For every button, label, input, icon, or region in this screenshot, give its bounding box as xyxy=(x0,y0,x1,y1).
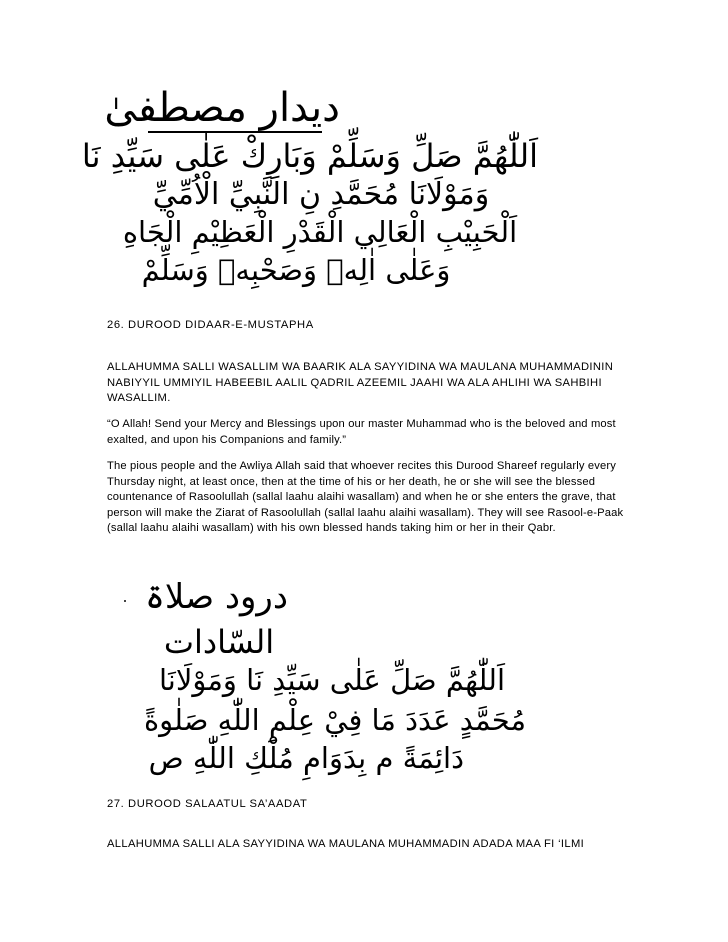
calligraphy-title-salaatul-saadat-line-1: درود صلاۃ xyxy=(144,577,288,617)
section-heading-26: 26. DUROOD DIDAAR-E-MUSTAPHA xyxy=(107,319,314,331)
calligraphy-line-2: مُحَمَّدٍ عَدَدَ مَا فِيْ عِلْمِ اللّٰهِ صَلٰوةً xyxy=(143,703,527,737)
calligraphy-title-underline xyxy=(148,131,322,133)
section-heading-27: 27. DUROOD SALAATUL SA’AADAT xyxy=(107,798,308,810)
calligraphy-line-3: دَائِمَةً م بِدَوَامِ مُلْكِ اللّٰهِ ص xyxy=(148,741,464,775)
calligraphy-line-3: اَلْحَبِيْبِ الْعَالِي الْقَدْرِ الْعَظِيْمِ الْجَاهِ xyxy=(122,215,518,249)
scan-speck xyxy=(124,600,126,602)
calligraphy-title-didaar-e-mustapha: دیدار مصطفیٰ xyxy=(104,85,340,131)
calligraphy-title-salaatul-saadat-line-2: السّادات xyxy=(163,623,275,661)
calligraphy-line-1: اَللّٰهُمَّ صَلِّ عَلٰى سَيِّدِ نَا وَمَوْلَانَا xyxy=(158,663,506,697)
calligraphy-line-4: وَعَلٰى اٰلِهٖ وَصَحْبِهٖ وَسَلِّمْ xyxy=(141,253,451,287)
calligraphy-line-1: اَللّٰهُمَّ صَلِّ وَسَلِّمْ وَبَارِكْ عَلٰى سَيِّدِ نَا xyxy=(81,137,538,175)
transliteration-26: ALLAHUMMA SALLI WASALLIM WA BAARIK ALA SAYYIDINA WA MAULANA MUHAMMADININ NABIYYIL UMMIYIL HABEEBIL AALIL QADRIL AZEEMIL JAAHI WA ALA AHLIHI WA SAHBIHI WASALLIM. xyxy=(107,361,614,405)
transliteration-27: ALLAHUMMA SALLI ALA SAYYIDINA WA MAULANA MUHAMMADIN ADADA MAA FI ‘ILMI xyxy=(107,838,585,850)
calligraphy-line-2: وَمَوْلَانَا مُحَمَّدِ نِ النَّبِيِّ الْاُمِّيِّ xyxy=(152,177,490,212)
description-paragraph-26: The pious people and the Awliya Allah said that whoever recites this Durood Shareef regularly every Thursday night, at least once, then at the time of his or her death, he or she will see the blessed countenance of Rasoolullah (sallal laahu alaihi wasallam) and when he or she enters the grave, that person will make the Ziarat of Rasoolullah (sallal laahu alaihi wasallam). They will see Rasool-e-Paak (sallal laahu alaihi wasallam) with his own blessed hands taking him or her in their Qabr. xyxy=(107,460,624,535)
translation-quote-26: “O Allah! Send your Mercy and Blessings upon our master Muhammad who is the beloved and most exalted, and upon his Companions and family.” xyxy=(107,418,616,446)
